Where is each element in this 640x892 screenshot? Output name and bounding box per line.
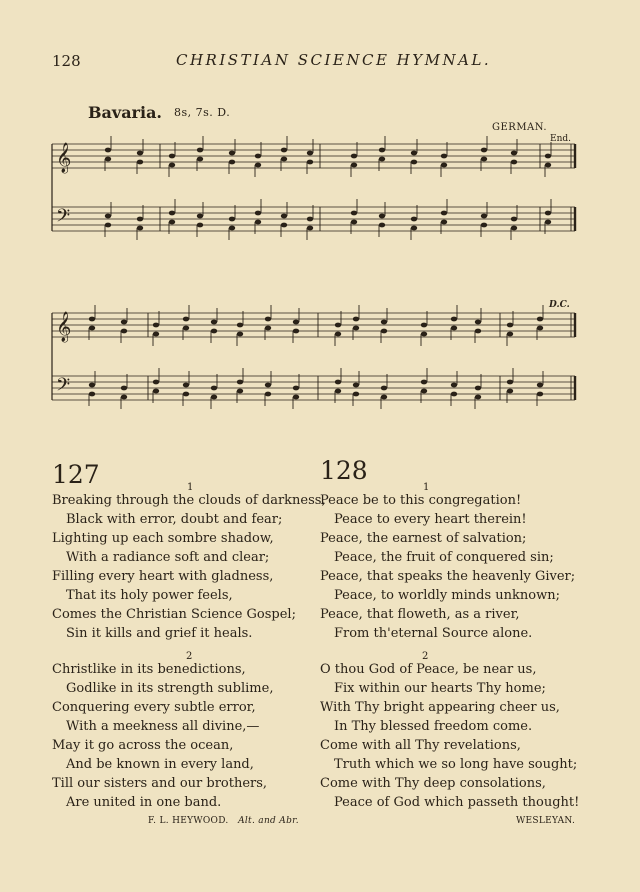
notehead: [281, 223, 287, 228]
notehead: [351, 211, 357, 216]
notehead: [353, 317, 359, 322]
hymn-line: Peace, to worldly minds unknown;: [334, 588, 560, 603]
notehead: [293, 329, 299, 334]
hymn-attribution-127: [148, 816, 299, 826]
notehead: [293, 395, 299, 400]
notehead: [511, 217, 517, 222]
notehead: [183, 317, 189, 322]
notehead: [169, 211, 175, 216]
attribution-note: Alt. and Abr.: [238, 816, 299, 826]
notehead: [481, 214, 487, 219]
notehead: [353, 392, 359, 397]
hymn-line: Christlike in its benedictions,: [52, 662, 246, 677]
notehead: [381, 320, 387, 325]
notehead: [475, 320, 481, 325]
notehead: [411, 217, 417, 222]
notehead: [89, 392, 95, 397]
hymn-line: Conquering every subtle error,: [52, 700, 256, 715]
notehead: [545, 163, 551, 168]
notehead: [379, 223, 385, 228]
notehead: [137, 226, 143, 231]
hymn-line: Come with all Thy revelations,: [320, 738, 521, 753]
hymn-attribution-128: [516, 816, 575, 826]
notehead: [507, 332, 513, 337]
notehead: [137, 151, 143, 156]
notehead: [197, 157, 203, 162]
notehead: [507, 389, 513, 394]
hymn-number-127: 127: [52, 460, 100, 489]
hymn-line: Sin it kills and grief it heals.: [66, 626, 253, 641]
notehead: [211, 386, 217, 391]
notehead: [121, 395, 127, 400]
notehead: [381, 329, 387, 334]
notehead: [183, 383, 189, 388]
notehead: [379, 157, 385, 162]
notehead: [441, 163, 447, 168]
notehead: [451, 326, 457, 331]
notehead: [381, 386, 387, 391]
notehead: [451, 392, 457, 397]
notehead: [421, 389, 427, 394]
hymn-line: Truth which we so long have sought;: [334, 757, 578, 772]
notehead: [121, 386, 127, 391]
notehead: [511, 226, 517, 231]
notehead: [255, 163, 261, 168]
notehead: [89, 317, 95, 322]
notehead: [237, 380, 243, 385]
dc-marker: D.C.: [549, 300, 570, 310]
notehead: [441, 220, 447, 225]
notehead: [351, 220, 357, 225]
notehead: [379, 214, 385, 219]
stanza-number: 1: [187, 482, 194, 493]
notehead: [307, 160, 313, 165]
notehead: [511, 151, 517, 156]
bass-clef: 𝄢: [56, 375, 71, 400]
notehead: [293, 386, 299, 391]
notehead: [353, 383, 359, 388]
notehead: [89, 326, 95, 331]
notehead: [307, 217, 313, 222]
notehead: [421, 323, 427, 328]
hymn-line: From th'eternal Source alone.: [334, 626, 533, 641]
notehead: [169, 154, 175, 159]
hymn-number-128: 128: [320, 456, 368, 485]
hymn-line: With a meekness all divine,—: [66, 719, 260, 734]
attribution-author: WESLEYAN.: [516, 816, 576, 826]
notehead: [121, 329, 127, 334]
hymn-line: Peace, that speaks the heavenly Giver;: [320, 569, 576, 584]
notehead: [153, 389, 159, 394]
notehead: [237, 389, 243, 394]
notehead: [307, 151, 313, 156]
notehead: [475, 395, 481, 400]
notehead: [229, 151, 235, 156]
notehead: [211, 320, 217, 325]
notehead: [137, 217, 143, 222]
notehead: [421, 332, 427, 337]
notehead: [545, 154, 551, 159]
notehead: [293, 320, 299, 325]
tune-name: Bavaria.: [88, 103, 162, 122]
staff-systems: [52, 136, 575, 409]
hymn-line: Are united in one band.: [66, 795, 222, 810]
notehead: [255, 220, 261, 225]
notehead: [451, 383, 457, 388]
notehead: [411, 160, 417, 165]
treble-clef: 𝄞: [56, 312, 72, 342]
hymn-line: Peace, that floweth, as a river,: [320, 607, 520, 622]
notehead: [307, 226, 313, 231]
hymn-line: Peace to every heart therein!: [334, 512, 527, 527]
notehead: [265, 317, 271, 322]
notehead: [183, 326, 189, 331]
stanza-number: 2: [186, 651, 193, 662]
notehead: [197, 148, 203, 153]
notehead: [335, 332, 341, 337]
notehead: [169, 220, 175, 225]
hymn-line: O thou God of Peace, be near us,: [320, 662, 537, 677]
hymn-line: In Thy blessed freedom come.: [334, 719, 533, 734]
notehead: [229, 226, 235, 231]
notehead: [255, 154, 261, 159]
stanza-number: 2: [422, 651, 429, 662]
notehead: [481, 148, 487, 153]
end-marker: End.: [550, 134, 571, 144]
running-title: CHRISTIAN SCIENCE HYMNAL.: [176, 51, 492, 69]
notehead: [353, 326, 359, 331]
notehead: [121, 320, 127, 325]
notehead: [153, 380, 159, 385]
notehead: [255, 211, 261, 216]
notehead: [545, 220, 551, 225]
notehead: [229, 160, 235, 165]
notehead: [335, 323, 341, 328]
notehead: [441, 211, 447, 216]
hymn-line: And be known in every land,: [66, 757, 254, 772]
notehead: [169, 163, 175, 168]
notehead: [229, 217, 235, 222]
notehead: [335, 389, 341, 394]
hymn-line: Breaking through the clouds of darkness,: [52, 493, 326, 508]
hymn-line: Comes the Christian Science Gospel;: [52, 607, 296, 622]
notehead: [153, 323, 159, 328]
hymn-line: Till our sisters and our brothers,: [52, 776, 268, 791]
notehead: [475, 329, 481, 334]
notehead: [411, 151, 417, 156]
notehead: [545, 211, 551, 216]
notehead: [507, 380, 513, 385]
notehead: [481, 157, 487, 162]
notehead: [481, 223, 487, 228]
hymn-line: Filling every heart with gladness,: [52, 569, 274, 584]
notehead: [441, 154, 447, 159]
notehead: [281, 214, 287, 219]
notehead: [197, 214, 203, 219]
notehead: [379, 148, 385, 153]
notehead: [281, 157, 287, 162]
hymn-line: Lighting up each sombre shadow,: [52, 531, 274, 546]
hymn-line: With Thy bright appearing cheer us,: [320, 700, 560, 715]
notehead: [105, 148, 111, 153]
notehead: [537, 317, 543, 322]
notehead: [105, 214, 111, 219]
notehead: [153, 332, 159, 337]
notehead: [351, 163, 357, 168]
hymn-line: Peace of God which passeth thought!: [334, 795, 580, 810]
notehead: [411, 226, 417, 231]
notehead: [211, 329, 217, 334]
attribution-author: F. L. HEYWOOD.: [148, 816, 229, 826]
notehead: [237, 332, 243, 337]
notehead: [137, 160, 143, 165]
page-number: 128: [52, 52, 81, 70]
hymn-line: That its holy power feels,: [66, 588, 233, 603]
hymn-line: Fix within our hearts Thy home;: [334, 681, 546, 696]
notehead: [511, 160, 517, 165]
notehead: [265, 392, 271, 397]
notehead: [265, 326, 271, 331]
notehead: [421, 380, 427, 385]
hymn-line: Black with error, doubt and fear;: [66, 512, 283, 527]
notehead: [381, 395, 387, 400]
notehead: [237, 323, 243, 328]
notehead: [265, 383, 271, 388]
notehead: [451, 317, 457, 322]
hymn-line: Peace, the earnest of salvation;: [320, 531, 527, 546]
bass-clef: 𝄢: [56, 206, 71, 231]
notehead: [335, 380, 341, 385]
stanza-number: 1: [423, 482, 430, 493]
tune-meter: 8s, 7s. D.: [174, 106, 231, 119]
notehead: [105, 223, 111, 228]
hymn-line: Peace, the fruit of conquered sin;: [334, 550, 554, 565]
notehead: [211, 395, 217, 400]
hymn-line: With a radiance soft and clear;: [66, 550, 270, 565]
notehead: [197, 223, 203, 228]
notehead: [351, 154, 357, 159]
notehead: [537, 383, 543, 388]
notehead: [89, 383, 95, 388]
hymn-line: Come with Thy deep consolations,: [320, 776, 546, 791]
notehead: [507, 323, 513, 328]
hymn-line: May it go across the ocean,: [52, 738, 234, 753]
notehead: [537, 326, 543, 331]
notehead: [537, 392, 543, 397]
hymn-line: Godlike in its strength sublime,: [66, 681, 274, 696]
treble-clef: 𝄞: [56, 143, 72, 173]
notehead: [281, 148, 287, 153]
hymn-line: Peace be to this congregation!: [320, 493, 522, 508]
tune-composer: GERMAN.: [492, 122, 548, 133]
notehead: [475, 386, 481, 391]
notehead: [105, 157, 111, 162]
notehead: [183, 392, 189, 397]
